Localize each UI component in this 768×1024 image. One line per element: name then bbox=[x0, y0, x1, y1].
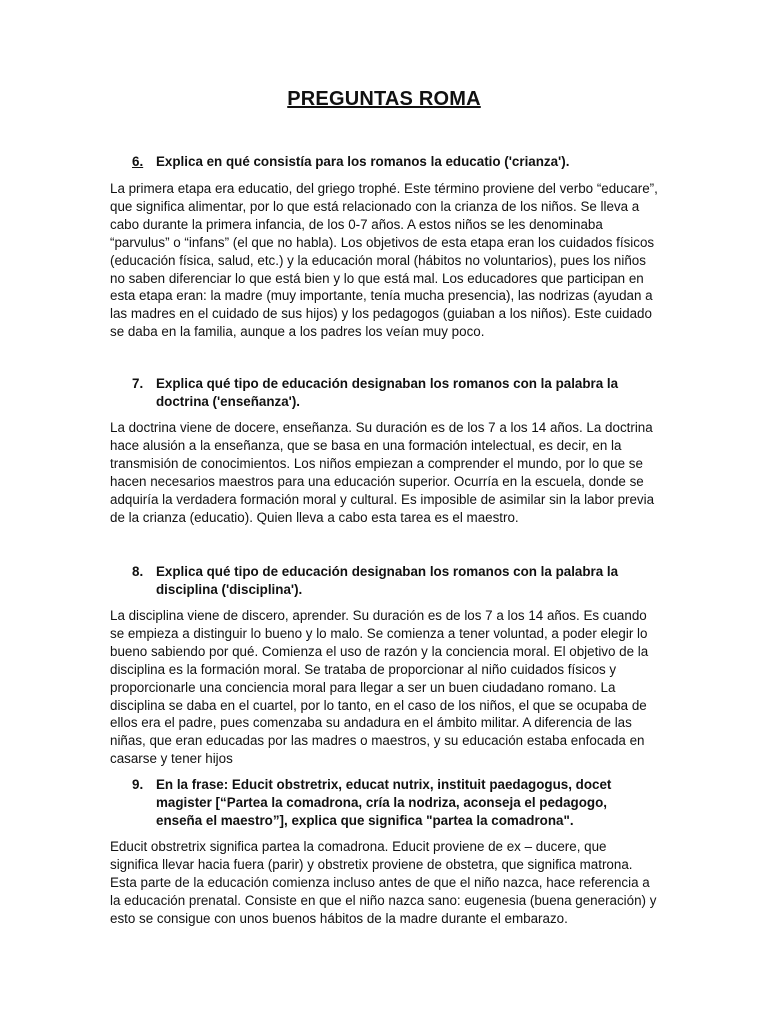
question-text: Explica qué tipo de educación designaban los romanos con la palabra la disciplina ('disciplina'). bbox=[156, 564, 619, 597]
answer-6: La primera etapa era educatio, del griego trophé. Este término proviene del verbo “educare”, que significa alimentar, por lo que está relacionado con la crianza de los niños. Se lleva a cabo durante la primera infancia, de los 0-7 años. A estos niños se les denominaba “parvulus” o “infans” (el que no habla). Los objetivos de esta etapa eran los cuidados físicos (educación física, salud, etc.) y la educación moral (hábitos no voluntarios), pues los niños no saben diferenciar lo que está bien y lo que está mal. Los educadores que participan en esta etapa eran: la madre (muy importante, tenía mucha presencia), las nodrizas (ayudan a las madres en el cuidado de sus hijos) y los pedagogos (guiaban a los niños). Este cuidado se daba en la familia, aunque a los padres los veían muy poco. bbox=[110, 181, 658, 340]
question-9 bbox=[132, 776, 652, 830]
question-7 bbox=[132, 375, 652, 411]
question-text: Explica en qué consistía para los romanos la educatio ('crianza'). bbox=[156, 154, 570, 169]
question-text: En la frase: Educit obstretrix, educat nutrix, instituit paedagogus, docet magister [“Partea la comadrona, cría la nodriza, aconseja el pedagogo, enseña el maestro”], explica que significa "partea la comadrona". bbox=[156, 777, 612, 828]
question-number: 6. bbox=[132, 154, 144, 169]
question-8 bbox=[132, 563, 652, 599]
question-number: 8. bbox=[132, 564, 144, 579]
question-text: Explica qué tipo de educación designaban los romanos con la palabra la doctrina ('enseñanza'). bbox=[156, 376, 619, 409]
question-number: 9. bbox=[132, 777, 144, 792]
answer-8: La disciplina viene de discero, aprender. Su duración es de los 7 a los 14 años. Es cuando se empieza a distinguir lo bueno y lo malo. Se comienza a tener voluntad, a poder elegir lo bueno sabiendo por qué. Comienza el uso de razón y la conciencia moral. El objetivo de la disciplina es la formación moral. Se trataba de proporcionar al niño cuidados físicos y proporcionarle una conciencia moral para llegar a ser un buen ciudadano romano. La disciplina se daba en el cuartel, por lo tanto, en el caso de los niños, el que se ocupaba de ellos era el padre, pues comenzaba su andadura en el ámbito militar. A diferencia de las niñas, que eran educadas por las madres o maestros, y su educación estaba enfocada en casarse y tener hijos bbox=[110, 608, 649, 767]
question-6 bbox=[132, 153, 652, 171]
answer-7: La doctrina viene de docere, enseñanza. Su duración es de los 7 a los 14 años. La doctrina hace alusión a la enseñanza, que se basa en una formación intelectual, es decir, en la transmisión de conocimientos. Los niños empiezan a comprender el mundo, por lo que se hacen necesarios maestros para una educación superior. Ocurría en la escuela, donde se adquiría la verdadera formación moral y cultural. Es imposible de asimilar sin la labor previa de la crianza (educatio). Quien lleva a cabo esta tarea es el maestro. bbox=[110, 420, 655, 525]
document-title: PREGUNTAS ROMA bbox=[287, 88, 481, 110]
answer-9: Educit obstretrix significa partea la comadrona. Educit proviene de ex – ducere, que significa llevar hacia fuera (parir) y obstretix proviene de obstetra, que significa matrona. Esta parte de la educación comienza incluso antes de que el niño nazca, hace referencia a la educación prenatal. Consiste en que el niño nazca sano: eugenesia (buena generación) y esto se consigue con unos buenos hábitos de la madre durante el embarazo. bbox=[110, 839, 657, 926]
question-number: 7. bbox=[132, 376, 144, 391]
